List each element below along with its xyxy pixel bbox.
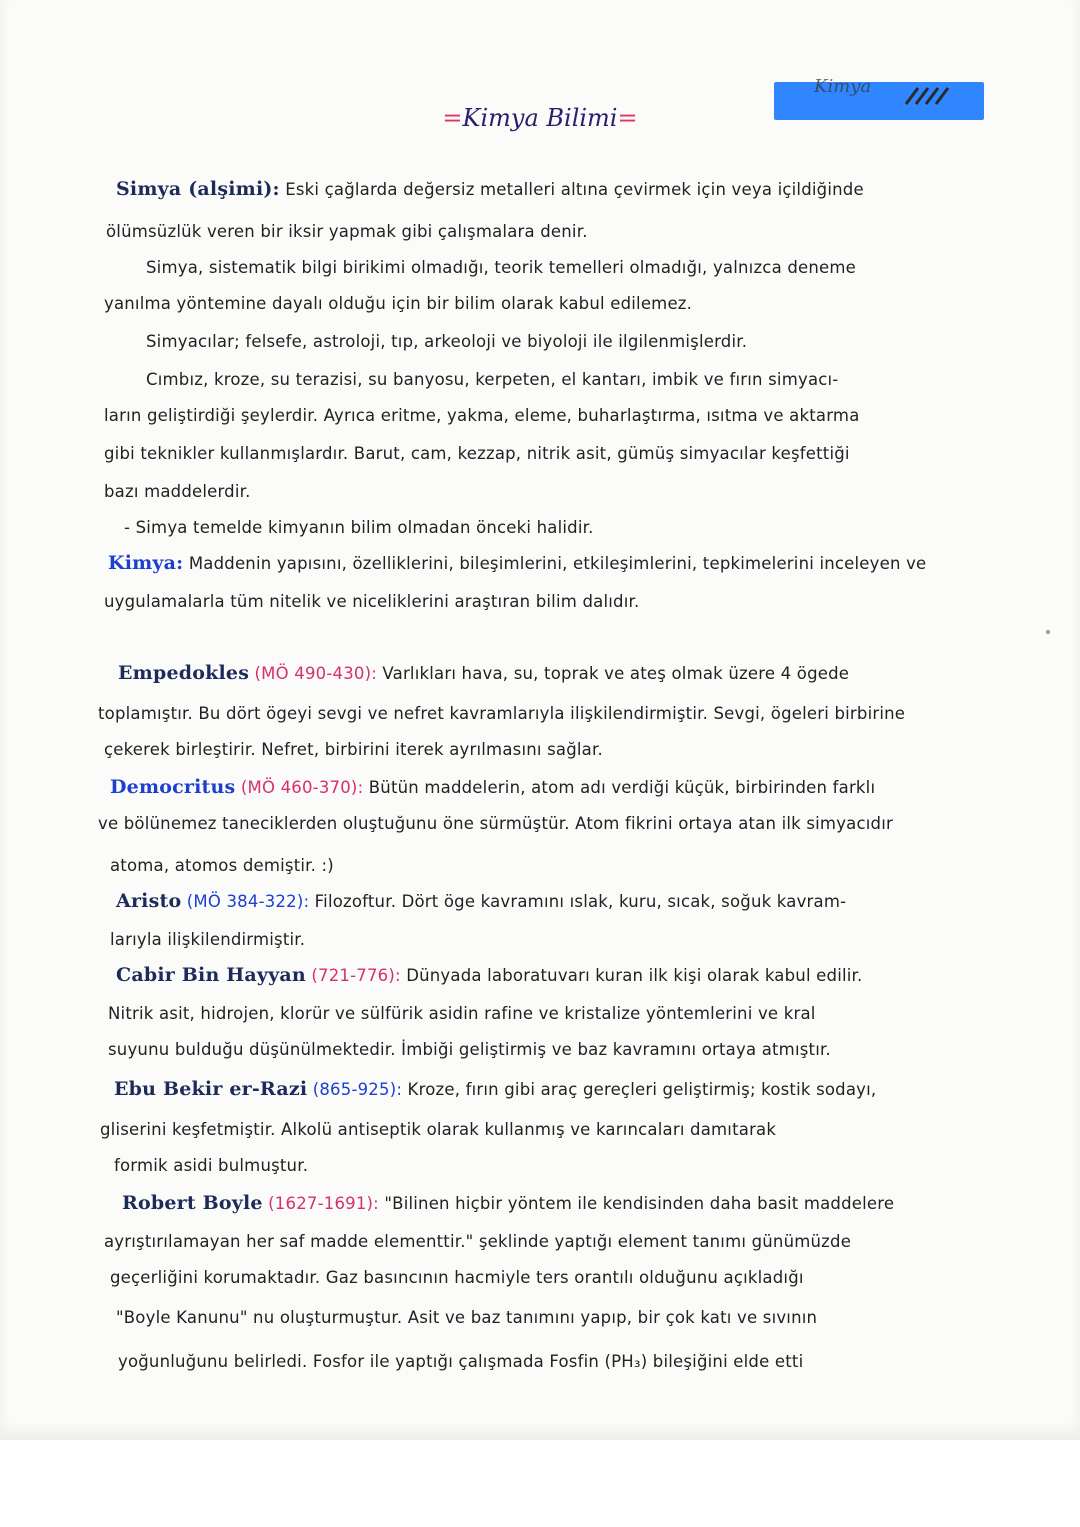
title-mark-left: = — [442, 104, 463, 132]
hatch-marks-icon — [902, 84, 952, 106]
note-line: gliserini keşfetmiştir. Alkolü antiseptik olarak kullanmış ve karıncaları damıtarak — [100, 1120, 777, 1139]
note-line: Simyacılar; felsefe, astroloji, tıp, arkeoloji ve biyoloji ile ilgilenmişlerdir. — [146, 332, 748, 351]
note-line: Simya, sistematik bilgi birikimi olmadığı, teorik temelleri olmadığı, yalnızca deneme — [146, 258, 856, 277]
empedokles-name: Empedokles — [118, 662, 250, 684]
razi-name: Ebu Bekir er-Razi — [114, 1078, 308, 1100]
note-line: ve bölünemez taneciklerden oluştuğunu öne sürmüştür. Atom fikrini ortaya atan ilk simyacıdır — [98, 814, 893, 833]
boyle-years: (1627-1691): — [262, 1194, 379, 1213]
aristo-years: (MÖ 384-322): — [181, 892, 310, 911]
note-line: ayrıştırılamayan her saf madde elementtir." şeklinde yaptığı element tanımı günümüzde — [104, 1232, 852, 1251]
note-line: atoma, atomos demiştir. :) — [110, 856, 334, 875]
razi-text: Kroze, fırın gibi araç gereçleri geliştirmiş; kostik sodayı, — [402, 1080, 877, 1099]
note-line — [114, 1078, 1014, 1100]
page-margin-bottom — [0, 1440, 1080, 1527]
pen-dot — [1046, 630, 1050, 634]
note-line: geçerliğini korumaktadır. Gaz basıncının hacmiyle ters orantılı olduğunu açıkladığı — [110, 1268, 804, 1287]
note-line: bazı maddelerdir. — [104, 482, 251, 501]
note-line: yanılma yöntemine dayalı olduğu için bir bilim olarak kabul edilemez. — [104, 294, 693, 313]
note-line: gibi teknikler kullanmışlardır. Barut, cam, kezzap, nitrik asit, gümüş simyacılar keşfettiği — [104, 444, 850, 463]
note-line: "Boyle Kanunu" nu oluşturmuştur. Asit ve baz tanımını yapıp, bir çok katı ve sıvının — [116, 1308, 818, 1327]
note-line: - Simya temelde kimyanın bilim olmadan önceki halidir. — [124, 518, 594, 537]
note-line: Nitrik asit, hidrojen, klorür ve sülfürik asidin rafine ve kristalize yöntemlerini ve kral — [108, 1004, 816, 1023]
democritus-years: (MÖ 460-370): — [235, 778, 364, 797]
aristo-name: Aristo — [116, 890, 182, 912]
cabir-name: Cabir Bin Hayyan — [116, 964, 306, 986]
note-line — [116, 890, 1016, 912]
boyle-text: "Bilinen hiçbir yöntem ile kendisinden daha basit maddelere — [378, 1194, 895, 1213]
note-line: yoğunluğunu belirledi. Fosfor ile yaptığı çalışmada Fosfin (PH₃) bileşiğini elde etti — [118, 1352, 804, 1371]
cabir-years: (721-776): — [305, 966, 401, 985]
note-line: formik asidi bulmuştur. — [114, 1156, 309, 1175]
democritus-text: Bütün maddelerin, atom adı verdiği küçük, birbirinden farklı — [363, 778, 876, 797]
simya-text: Eski çağlarda değersiz metalleri altına çevirmek için veya içildiğinde — [279, 180, 864, 199]
note-line: larıyla ilişkilendirmiştir. — [110, 930, 306, 949]
boyle-name: Robert Boyle — [122, 1192, 263, 1214]
cabir-text: Dünyada laboratuvarı kuran ilk kişi olarak kabul edilir. — [400, 966, 863, 985]
note-line — [118, 662, 1018, 684]
note-line: toplamıştır. Bu dört ögeyi sevgi ve nefret kavramlarıyla ilişkilendirmiştir. Sevgi, ögeleri birbirine — [98, 704, 906, 723]
note-line: ların geliştirdiği şeylerdir. Ayrıca eritme, yakma, eleme, buharlaştırma, ısıtma ve aktarma — [104, 406, 860, 425]
aristo-text: Filozoftur. Dört öge kavramını ıslak, kuru, sıcak, soğuk kavram- — [309, 892, 847, 911]
note-line: ölümsüzlük veren bir iksir yapmak gibi çalışmalara denir. — [106, 222, 588, 241]
note-line — [122, 1192, 1022, 1214]
note-line: Cımbız, kroze, su terazisi, su banyosu, kerpeten, el kantarı, imbik ve fırın simyacı- — [146, 370, 839, 389]
simya-term: Simya (alşimi): — [116, 178, 280, 200]
empedokles-text: Varlıkları hava, su, toprak ve ateş olmak üzere 4 ögede — [376, 664, 850, 683]
page-title-text: Kimya Bilimi — [462, 104, 618, 132]
note-line: çekerek birleştirir. Nefret, birbirini iterek ayrılmasını sağlar. — [104, 740, 603, 759]
note-line — [116, 178, 1016, 200]
note-line: suyunu bulduğu düşünülmektedir. İmbiği geliştirmiş ve baz kavramını ortaya atmıştır. — [108, 1040, 831, 1059]
note-line: uygulamalarla tüm nitelik ve niceliklerini araştıran bilim dalıdır. — [104, 592, 640, 611]
page-title — [0, 104, 1080, 132]
note-line — [116, 964, 1016, 986]
note-line — [110, 776, 1010, 798]
kimya-term: Kimya: — [108, 552, 184, 574]
subject-tab-label: Kimya — [814, 76, 872, 97]
empedokles-years: (MÖ 490-430): — [249, 664, 377, 683]
democritus-name: Democritus — [110, 776, 236, 798]
title-mark-right: = — [617, 104, 638, 132]
kimya-text: Maddenin yapısını, özelliklerini, bileşimlerini, etkileşimlerini, tepkimelerini inceleyen ve — [183, 554, 927, 573]
note-line — [108, 552, 1008, 574]
razi-years: (865-925): — [307, 1080, 403, 1099]
